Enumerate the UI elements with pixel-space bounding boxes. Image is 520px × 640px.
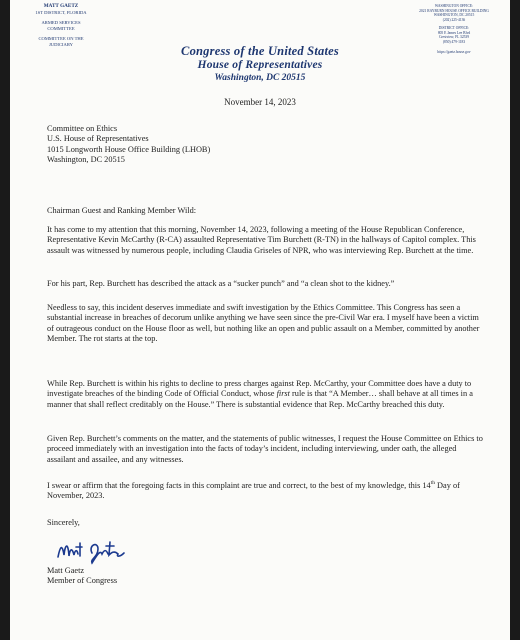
member-name: MATT GAETZ — [43, 3, 79, 9]
dc-office-label: WASHINGTON OFFICE: — [434, 4, 474, 8]
salutation: Chairman Guest and Ranking Member Wild: — [47, 206, 197, 215]
letter-page — [10, 0, 510, 640]
committee-armed-services-line2: COMMITTEE — [47, 25, 75, 31]
signature-block — [47, 566, 487, 587]
letterhead-center — [130, 44, 390, 84]
dc-office-line1: 2021 RAYBURN HOUSE OFFICE BUILDING — [419, 8, 489, 13]
signer-name: Matt Gaetz — [47, 566, 85, 575]
recipient-line: U.S. House of Representatives — [47, 134, 149, 144]
paragraph-incident: It has come to my attention that this morning, November 14, 2023, following a meeting of the House Republican Conference, Representative Kevin McCarthy (R-CA) assaulted Representative Tim Burchett (R-TN) in the hallways of Capitol complex. This assault was witnessed by numerous people, including Claudia Griseles of NPR, who was interviewing Rep. Burchett at the time. — [47, 225, 476, 255]
letterhead-right — [408, 4, 500, 55]
signer-title: Member of Congress — [47, 576, 118, 586]
committee-judiciary-line2: JUDICIARY — [49, 41, 73, 47]
recipient-line: 1015 Longworth House Office Building (LHOB) — [47, 144, 211, 154]
recipient-line: Committee on Ethics — [47, 124, 118, 133]
committee-armed-services-line1: ARMED SERVICES — [41, 20, 81, 26]
paragraph-affirmation — [47, 478, 487, 501]
dc-office-line2: WASHINGTON, DC 20515 — [433, 13, 475, 17]
p6-ordinal-suffix: th — [430, 480, 435, 486]
district-office-line1: 805 E James Lee Blvd — [437, 30, 471, 35]
recipient-line: Washington, DC 20515 — [47, 154, 125, 164]
closing: Sincerely, — [47, 518, 80, 527]
dc-office-phone: (202) 225-4136 — [442, 17, 466, 22]
district-office-phone: (850) 479-1183 — [442, 39, 466, 44]
member-district: 1ST DISTRICT, FLORIDA — [35, 9, 87, 15]
district-office-label: DISTRICT OFFICE: — [438, 26, 470, 30]
letterhead-city: Washington, DC 20515 — [214, 73, 306, 83]
paragraph-burchett-quote: For his part, Rep. Burchett has described the attack as a “sucker punch” and “a clean shot to the kidney.” — [47, 279, 395, 288]
p4-text-before: While Rep. Burchett is within his rights to decline to press charges against Rep. McCarthy, your Committee does have a duty to investigate breaches of the binding Code of Official Conduct, whose — [47, 379, 472, 399]
committee-judiciary-line1: COMMITTEE ON THE — [38, 36, 84, 42]
paragraph-code-of-conduct — [47, 379, 487, 410]
letter-date: November 14, 2023 — [224, 97, 296, 107]
paragraph-request: Given Rep. Burchett’s comments on the matter, and the statements of public witnesses, I request the House Committee on Ethics to proceed immediately with an investigation into the facts of today’s incident, including interviewing, under oath, the alleged assailant and assailee, and any witnesses. — [47, 434, 483, 464]
paragraph-investigation: Needless to say, this incident deserves immediate and swift investigation by the Ethics Committee. This Congress has seen a substantial increase in breaches of decorum unlike anything we have seen since the pre-Civil War era. I myself have been a victim of outrageous conduct on the House floor as well, but nothing like an open and public assault on a Member, committed by another Member. The rot starts at the top. — [47, 303, 480, 343]
handwritten-signature — [54, 535, 134, 565]
p4-italic-first: first — [276, 389, 290, 399]
p6-text-before: I swear or affirm that the foregoing facts in this complaint are true and correct, to the best of my knowledge, this 14 — [47, 480, 431, 490]
district-office-line2: Crestview, FL 32539 — [438, 35, 470, 39]
letterhead-congress: Congress of the United States — [181, 44, 339, 58]
p4-text-after: rule is that “A Member… shall behave at all times in a manner that shall reflect creditably on the House.” There is substantial evidence that Rep. McCarthy breached this duty. — [47, 389, 473, 409]
recipient-address — [47, 124, 487, 165]
letterhead-house: House of Representatives — [197, 59, 323, 71]
website-link[interactable]: https://gaetz.house.gov — [437, 50, 471, 54]
letterhead-left — [20, 4, 102, 48]
p6-text-after: Day of November, 2023. — [47, 480, 460, 501]
